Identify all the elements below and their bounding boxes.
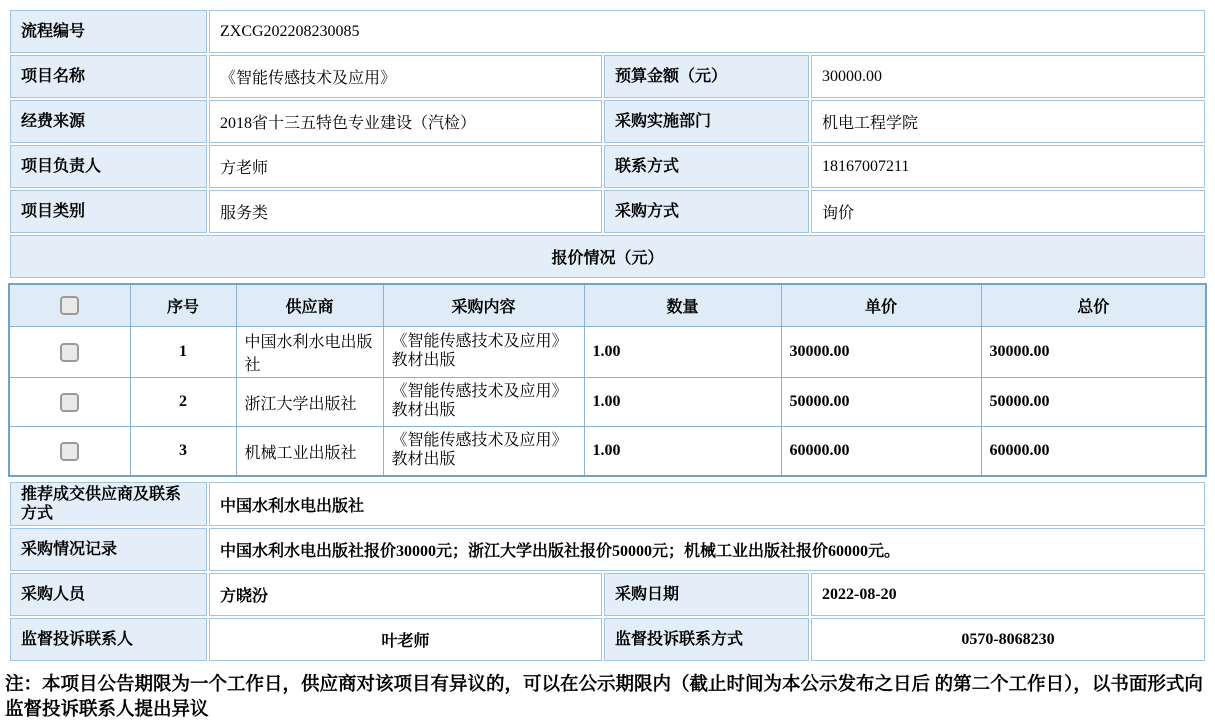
row-funding-source (10, 100, 1205, 143)
row-no: 2 (130, 378, 236, 427)
result-info-table (8, 480, 1207, 663)
project-name-value: 《智能传感技术及应用》 (209, 55, 602, 98)
project-name-label: 项目名称 (10, 55, 207, 98)
quotation-header-row (9, 284, 1206, 327)
row-supplier: 机械工业出版社 (236, 427, 383, 477)
budget-label: 预算金额（元） (604, 55, 809, 98)
header-quantity: 数量 (584, 284, 781, 327)
project-category-value: 服务类 (209, 190, 602, 233)
row-process-number (10, 10, 1205, 53)
supervision-contact-value: 叶老师 (209, 618, 602, 661)
row-total-price: 30000.00 (981, 327, 1206, 378)
supervision-phone-value: 0570-8068230 (811, 618, 1205, 661)
quotation-table-wrap (8, 283, 1207, 477)
row-unit-price: 60000.00 (781, 427, 981, 477)
recommended-supplier-label: 推荐成交供应商及联系方式 (10, 482, 207, 526)
select-all-checkbox[interactable] (60, 296, 79, 315)
row-supplier: 浙江大学出版社 (236, 378, 383, 427)
row-no: 1 (130, 327, 236, 378)
department-value: 机电工程学院 (811, 100, 1205, 143)
row-project-category (10, 190, 1205, 233)
funding-source-value: 2018省十三五特色专业建设（汽检） (209, 100, 602, 143)
procurement-record-label: 采购情况记录 (10, 528, 207, 571)
project-leader-value: 方老师 (209, 145, 602, 188)
row-unit-price: 30000.00 (781, 327, 981, 378)
announcement-note: 注：本项目公告期限为一个工作日，供应商对该项目有异议的，可以在公示期限内（截止时间为本公示发布之日后 的第二个工作日），以书面形式向监督投诉联系人提出异议 (5, 675, 1203, 720)
process-number-label: 流程编号 (10, 10, 207, 53)
quotation-table (8, 283, 1207, 477)
buyer-value: 方晓汾 (209, 573, 602, 616)
row-section-header (10, 235, 1205, 278)
procurement-method-value: 询价 (811, 190, 1205, 233)
row-recommended-supplier (10, 482, 1205, 526)
row-no: 3 (130, 427, 236, 477)
row-quantity: 1.00 (584, 327, 781, 378)
header-no: 序号 (130, 284, 236, 327)
budget-value: 30000.00 (811, 55, 1205, 98)
row-supplier: 中国水利水电出版社 (236, 327, 383, 378)
row-checkbox-2[interactable] (60, 393, 79, 412)
project-leader-label: 项目负责人 (10, 145, 207, 188)
supervision-phone-label: 监督投诉联系方式 (604, 618, 809, 661)
row-procurement-record (10, 528, 1205, 571)
purchase-date-value: 2022-08-20 (811, 573, 1205, 616)
row-total-price: 60000.00 (981, 427, 1206, 477)
department-label: 采购实施部门 (604, 100, 809, 143)
project-info-table (8, 8, 1207, 280)
quote-row-3 (9, 427, 1206, 477)
row-unit-price: 50000.00 (781, 378, 981, 427)
funding-source-label: 经费来源 (10, 100, 207, 143)
row-content: 《智能传感技术及应用》教材出版 (383, 327, 584, 378)
row-supervision-contact (10, 618, 1205, 661)
row-project-leader (10, 145, 1205, 188)
supervision-contact-label: 监督投诉联系人 (10, 618, 207, 661)
header-total-price: 总价 (981, 284, 1206, 327)
row-quantity: 1.00 (584, 427, 781, 477)
row-project-name (10, 55, 1205, 98)
quote-row-2 (9, 378, 1206, 427)
recommended-supplier-value: 中国水利水电出版社 (209, 482, 1205, 526)
purchase-date-label: 采购日期 (604, 573, 809, 616)
project-category-label: 项目类别 (10, 190, 207, 233)
row-content: 《智能传感技术及应用》教材出版 (383, 427, 584, 477)
select-all-cell (9, 284, 130, 327)
contact-label: 联系方式 (604, 145, 809, 188)
contact-value: 18167007211 (811, 145, 1205, 188)
header-supplier: 供应商 (236, 284, 383, 327)
row-checkbox-3[interactable] (60, 442, 79, 461)
quotation-section-title: 报价情况（元） (10, 235, 1205, 278)
procurement-record-value: 中国水利水电出版社报价30000元；浙江大学出版社报价50000元；机械工业出版社报价60000元。 (209, 528, 1205, 571)
row-quantity: 1.00 (584, 378, 781, 427)
row-content: 《智能传感技术及应用》教材出版 (383, 378, 584, 427)
quote-row-1 (9, 327, 1206, 378)
procurement-method-label: 采购方式 (604, 190, 809, 233)
header-content: 采购内容 (383, 284, 584, 327)
buyer-label: 采购人员 (10, 573, 207, 616)
row-buyer (10, 573, 1205, 616)
row-checkbox-1[interactable] (60, 343, 79, 362)
row-total-price: 50000.00 (981, 378, 1206, 427)
process-number-value: ZXCG202208230085 (209, 10, 1205, 53)
header-unit-price: 单价 (781, 284, 981, 327)
